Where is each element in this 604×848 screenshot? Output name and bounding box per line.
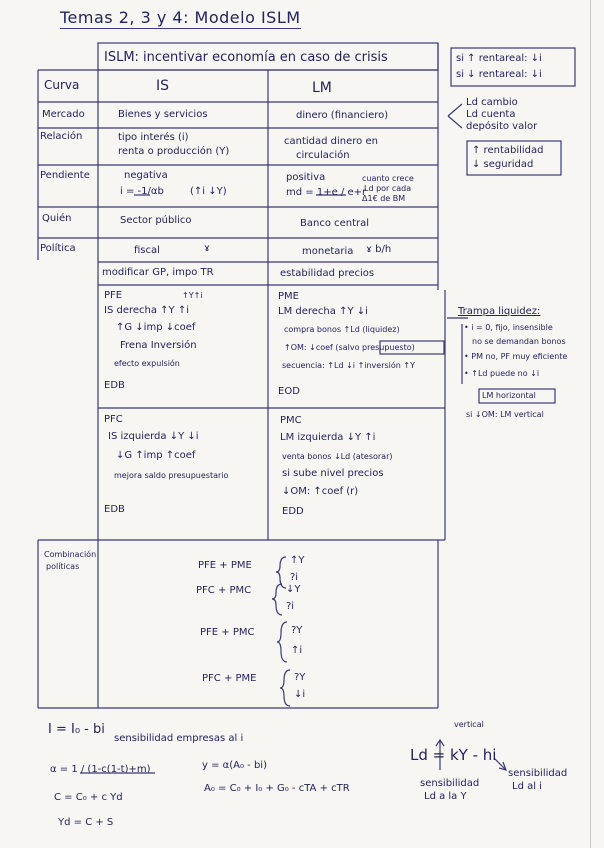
pmc-end: EDD	[282, 506, 304, 517]
trampa-line-3: • PM no, PF muy eficiente	[464, 352, 568, 361]
relacion-is-1: tipo interés (i)	[118, 132, 189, 143]
comb-expr-2: PFC + PMC	[196, 585, 252, 596]
trampa-line-2: no se demandan bonos	[472, 337, 566, 346]
formula-ld-top-note: vertical	[454, 720, 484, 729]
comb-r1-3: ?Y	[291, 625, 303, 636]
curva-lm: LM	[312, 80, 332, 96]
curva-is: IS	[156, 78, 170, 94]
politica-is-2: modificar GP, impo TR	[102, 267, 214, 278]
politica-is-sym: ɤ	[204, 243, 210, 254]
pmc-line-1: LM izquierda ↓Y ↑i	[280, 432, 376, 443]
pfe-line-4: efecto expulsión	[114, 359, 180, 368]
pfc-line-3: mejora saldo presupuestario	[114, 471, 229, 480]
comb-expr-3: PFE + PMC	[200, 627, 255, 638]
formula-output: y = α(A₀ - bi)	[202, 760, 267, 771]
quien-is: Sector público	[120, 215, 192, 226]
relacion-lm-1: cantidad dinero en	[284, 136, 378, 147]
side-mid-line-1: Ld cambio	[466, 97, 518, 108]
pendiente-lm-4: Ld por cada	[364, 184, 412, 193]
politica-is-1: fiscal	[134, 245, 160, 256]
trampa-line-1: • i = 0, fijo, insensible	[464, 323, 553, 332]
pme-line-3: ↑OM: ↓coef (salvo presupuesto)	[284, 343, 415, 352]
pendiente-lm-3: cuanto crece	[362, 174, 414, 183]
pendiente-lm-1: positiva	[286, 172, 326, 183]
comb-r1-2: ↓Y	[286, 584, 301, 595]
trampa-title: Trampa liquidez:	[458, 306, 541, 317]
row-label-curva: Curva	[44, 78, 80, 92]
pendiente-is-3: (↑i ↓Y)	[190, 186, 227, 197]
mercado-lm: dinero (financiero)	[296, 110, 389, 121]
pfc-end: EDB	[104, 504, 125, 515]
mercado-is: Bienes y servicios	[118, 109, 208, 120]
pfe-end: EDB	[104, 380, 125, 391]
pendiente-is-2: i = -1/αb	[120, 186, 164, 197]
pme-end: EOD	[278, 386, 300, 397]
pendiente-lm-2: md = 1+e / e+r	[286, 187, 367, 198]
comb-r1-1: ↑Y	[290, 555, 305, 566]
formula-investment-note: sensibilidad empresas al i	[114, 733, 244, 744]
pme-line-2: compra bonos ↑Ld (liquidez)	[284, 325, 400, 334]
pmc-line-4: ↓OM: ↑coef (r)	[282, 486, 359, 497]
pmc-line-3: si sube nivel precios	[282, 468, 384, 479]
pme-title: PME	[278, 291, 299, 302]
row-label-quien: Quién	[42, 213, 72, 224]
side-box-line-1: ↑ rentabilidad	[472, 145, 544, 156]
row-label-relacion: Relación	[40, 131, 83, 142]
formula-multiplier: α = 1 / (1-c(1-t)+m)	[50, 764, 151, 775]
comb-r2-3: ↑i	[291, 645, 303, 656]
side-mid-line-3: depósito valor	[466, 121, 538, 132]
pme-line-1: LM derecha ↑Y ↓i	[278, 306, 368, 317]
quien-lm: Banco central	[300, 218, 370, 229]
pfc-line-2: ↓G ↑imp ↑coef	[116, 450, 196, 461]
comb-label-2: políticas	[46, 562, 80, 571]
side-mid-line-2: Ld cuenta	[466, 109, 516, 120]
politica-lm-sym: ɤ b/h	[366, 244, 392, 255]
relacion-is-2: renta o producción (Y)	[118, 146, 230, 157]
comb-r1-4: ?Y	[294, 672, 306, 683]
formula-ld-note-d: Ld al i	[512, 781, 542, 792]
politica-lm-1: monetaria	[302, 246, 354, 257]
pendiente-lm-5: Δ1€ de BM	[362, 194, 406, 203]
pfc-line-1: IS izquierda ↓Y ↓i	[108, 431, 199, 442]
pme-line-4: secuencia: ↑Ld ↓i ↑inversión ↑Y	[282, 361, 415, 370]
comb-label-1: Combinación	[44, 550, 97, 559]
formula-consumption: C = C₀ + c Yd	[54, 792, 123, 803]
comb-r2-2: ?i	[286, 601, 295, 612]
pfe-line-2: ↑G ↓imp ↓coef	[116, 322, 196, 333]
politica-lm-2: estabilidad precios	[280, 268, 375, 279]
comb-r2-4: ↓i	[294, 689, 306, 700]
pfe-line-3: Frena Inversión	[120, 340, 197, 351]
trampa-line-5: si ↓OM: LM vertical	[466, 410, 544, 419]
trampa-box: LM horizontal	[482, 391, 536, 400]
side-top-line-1: si ↑ rentareal: ↓i	[456, 53, 542, 64]
row-label-politica: Política	[40, 243, 76, 254]
pfe-line-1: IS derecha ↑Y ↑i	[104, 305, 189, 316]
formula-ld-note-b: Ld a la Y	[424, 791, 467, 802]
pendiente-is-1: negativa	[124, 170, 168, 181]
formula-ld-note-a: sensibilidad	[420, 778, 480, 789]
row-label-mercado: Mercado	[42, 109, 85, 120]
relacion-lm-2: circulación	[296, 150, 350, 161]
side-top-line-2: si ↓ rentareal: ↓i	[456, 69, 542, 80]
pfe-title: PFE	[104, 290, 123, 301]
page-title: Temas 2, 3 y 4: Modelo ISLM	[60, 8, 301, 27]
formula-ld-note-c: sensibilidad	[508, 768, 568, 779]
formula-autonomous: A₀ = C₀ + I₀ + G₀ - cTA + cTR	[204, 783, 350, 794]
formula-disposable: Yd = C + S	[58, 817, 114, 828]
pmc-line-2: venta bonos ↓Ld (atesorar)	[282, 452, 393, 461]
comb-r2-1: ?i	[290, 572, 299, 583]
formula-investment: I = I₀ - bi	[48, 722, 105, 737]
comb-expr-1: PFE + PME	[198, 560, 252, 571]
side-box-line-2: ↓ seguridad	[472, 159, 534, 170]
comb-expr-4: PFC + PME	[202, 673, 257, 684]
trampa-line-4: • ↑Ld puede no ↓i	[464, 369, 540, 378]
formula-money-demand: Ld = kY - hi	[410, 746, 497, 764]
row-label-pendiente: Pendiente	[40, 170, 90, 181]
pfe-note: ↑Y↑i	[182, 291, 203, 300]
table-header: ISLM: incentivar economía en caso de crisis	[104, 50, 388, 65]
pmc-title: PMC	[280, 415, 302, 426]
pfc-title: PFC	[104, 414, 123, 425]
